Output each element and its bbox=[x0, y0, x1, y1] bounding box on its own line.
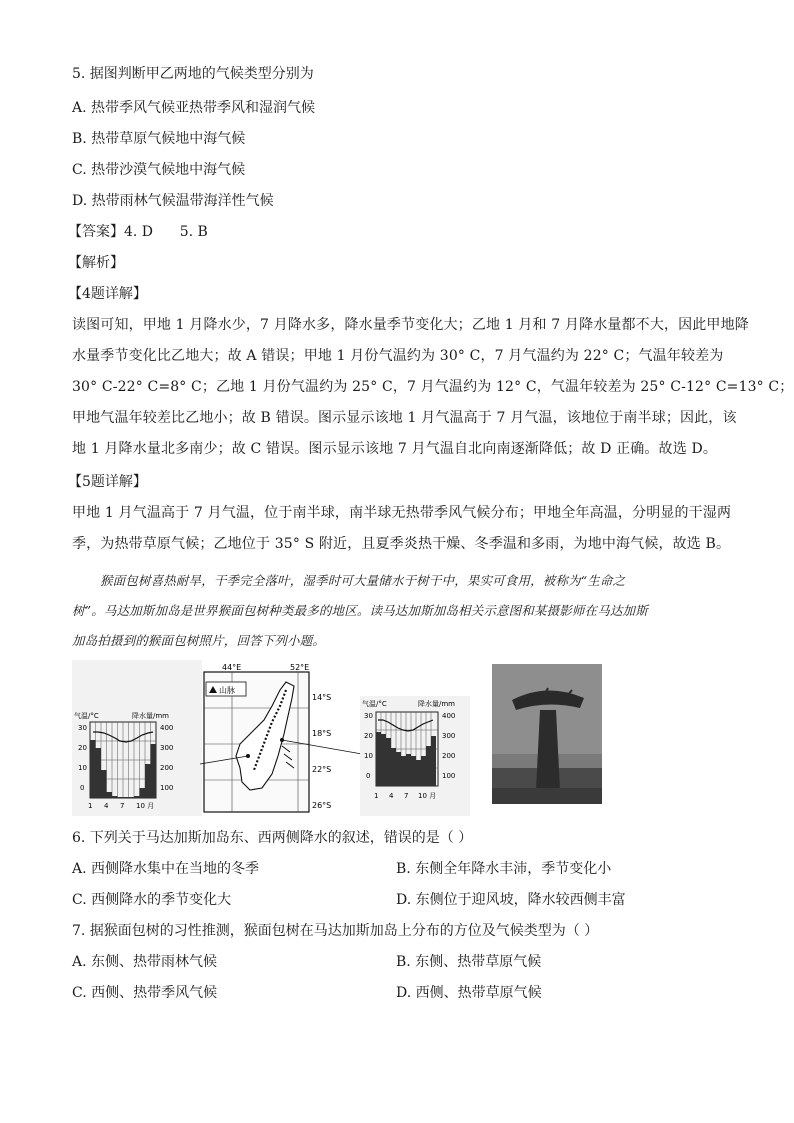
q5-option-a: A. 热带季风气候亚热带季风和湿润气候 bbox=[72, 100, 316, 116]
passage-line: 加岛拍摄到的猴面包树照片，回答下列小题。 bbox=[72, 633, 326, 648]
madagascar-map bbox=[200, 663, 362, 812]
q5-detail-line: 季，为热带草原气候；乙地位于 35° S 附近，且夏季炎热干燥、冬季温和多雨，为地中海气候，故选 B。 bbox=[72, 536, 731, 552]
left-temp-axis-title: 气温/°C bbox=[74, 712, 99, 720]
right-temp-tick: 20 bbox=[364, 732, 373, 740]
passage-line: 树”。马达加斯加岛是世界猴面包树种类最多的地区。读马达加斯加岛相关示意图和某摄影师在马达加斯 bbox=[72, 603, 648, 618]
q4-detail-line: 甲地气温年较差比乙地小；故 B 错误。图示显示该地 1 月气温高于 7 月气温，该地位于南半球；因此，该 bbox=[72, 410, 737, 426]
left-temp-tick: 30 bbox=[78, 724, 87, 732]
baobab-trunk bbox=[536, 710, 560, 790]
passage-line: 猴面包树喜热耐旱，干季完全落叶，湿季时可大量储水于树干中，果实可食用，被称为“生命之 bbox=[100, 573, 626, 588]
baobab-photo bbox=[492, 664, 602, 804]
q4-detail-line: 地 1 月降水量北多南少；故 C 错误。图示显示该地 7 月气温自北向南逐渐降低；故 D 正确。故选 D。 bbox=[72, 441, 717, 457]
lon-label-52e: 52°E bbox=[290, 663, 310, 672]
q4-detail-paragraph bbox=[72, 310, 794, 465]
right-month-label: 10 月 bbox=[418, 792, 437, 800]
q7-option-a: A. 东侧、热带雨林气候 bbox=[72, 954, 218, 970]
right-month-label: 4 bbox=[389, 792, 394, 800]
q6-option-a: A. 西侧降水集中在当地的冬季 bbox=[72, 861, 260, 877]
right-climate-chart bbox=[360, 696, 470, 816]
left-precip-tick: 100 bbox=[160, 784, 174, 792]
left-month-label: 1 bbox=[88, 802, 93, 810]
right-precip-tick: 300 bbox=[442, 732, 456, 740]
right-temp-axis-title: 气温/°C bbox=[362, 700, 387, 708]
q4-detail-line: 30° C-22° C=8° C；乙地 1 月份气温约为 25° C，7 月气温约为 12° C，气温年较差为 25° C-12° C=13° C； bbox=[72, 379, 794, 395]
left-precip-tick: 400 bbox=[160, 724, 174, 732]
q5-option-b: B. 热带草原气候地中海气候 bbox=[72, 131, 246, 147]
answer-text: 4. D 5. B bbox=[124, 224, 208, 240]
q7-option-d: D. 西侧、热带草原气候 bbox=[396, 985, 542, 1001]
answer-line bbox=[68, 222, 208, 242]
left-month-label: 10 月 bbox=[136, 802, 155, 810]
right-precip-tick: 400 bbox=[442, 712, 456, 720]
q5-detail-paragraph bbox=[72, 498, 732, 560]
q7-stem: 7. 据猴面包树的习性推测，猴面包树在马达加斯加岛上分布的方位及气候类型为（ ） bbox=[72, 923, 599, 939]
right-temp-tick: 30 bbox=[364, 712, 373, 720]
lat-label: 22°S bbox=[312, 765, 332, 774]
right-temp-tick: 10 bbox=[364, 752, 373, 760]
q6-option-c: C. 西侧降水的季节变化大 bbox=[72, 892, 232, 908]
lon-label-44e: 44°E bbox=[222, 663, 242, 672]
lat-label: 14°S bbox=[312, 693, 332, 702]
lat-label: 18°S bbox=[312, 729, 332, 738]
right-precip-axis-title: 降水量/mm bbox=[418, 700, 455, 708]
q5-detail-line: 甲地 1 月气温高于 7 月气温，位于南半球，南半球无热带季风气候分布；甲地全年高温，分明显的干湿两 bbox=[72, 505, 732, 521]
q4-detail-line: 读图可知，甲地 1 月降水少，7 月降水多，降水量季节变化大；乙地 1 月和 7 月降水量都不大，因此甲地降 bbox=[72, 317, 749, 333]
left-climate-chart bbox=[72, 660, 202, 816]
q5-stem: 5. 据图判断甲乙两地的气候类型分别为 bbox=[72, 66, 314, 82]
lat-label: 26°S bbox=[312, 801, 332, 810]
madagascar-figure bbox=[72, 660, 602, 816]
left-precip-tick: 300 bbox=[160, 744, 174, 752]
left-temp-tick: 20 bbox=[78, 744, 87, 752]
q6-option-d: D. 东侧位于迎风坡，降水较西侧丰富 bbox=[396, 892, 626, 908]
right-temp-tick: 0 bbox=[366, 772, 371, 780]
left-precip-tick: 200 bbox=[160, 764, 174, 772]
q6-stem: 6. 下列关于马达加斯加岛东、西两侧降水的叙述，错误的是（ ） bbox=[72, 830, 473, 846]
right-month-label: 1 bbox=[374, 792, 379, 800]
q6-option-b: B. 东侧全年降水丰沛，季节变化小 bbox=[396, 861, 612, 877]
left-temp-tick: 0 bbox=[80, 784, 85, 792]
q5-detail-title: 【5题详解】 bbox=[68, 474, 147, 490]
left-month-label: 4 bbox=[104, 802, 109, 810]
left-temp-tick: 10 bbox=[78, 764, 87, 772]
q4-detail-title: 【4题详解】 bbox=[68, 286, 147, 302]
left-month-label: 7 bbox=[120, 802, 125, 810]
q5-option-c: C. 热带沙漠气候地中海气候 bbox=[72, 162, 246, 178]
q7-option-b: B. 东侧、热带草原气候 bbox=[396, 954, 542, 970]
passage bbox=[72, 566, 722, 656]
right-month-label: 7 bbox=[404, 792, 409, 800]
legend-mountain-label: 山脉 bbox=[219, 686, 235, 695]
answer-label: 【答案】 bbox=[68, 224, 124, 240]
q5-option-d: D. 热带雨林气候温带海洋性气候 bbox=[72, 193, 274, 209]
q7-option-c: C. 西侧、热带季风气候 bbox=[72, 985, 218, 1001]
right-precip-tick: 200 bbox=[442, 752, 456, 760]
right-precip-tick: 100 bbox=[442, 772, 456, 780]
left-precip-axis-title: 降水量/mm bbox=[132, 712, 169, 720]
q4-detail-line: 水量季节变化比乙地大；故 A 错误；甲地 1 月份气温约为 30° C，7 月气温约为 22° C；气温年较差为 bbox=[72, 348, 724, 364]
analysis-label: 【解析】 bbox=[68, 255, 124, 271]
